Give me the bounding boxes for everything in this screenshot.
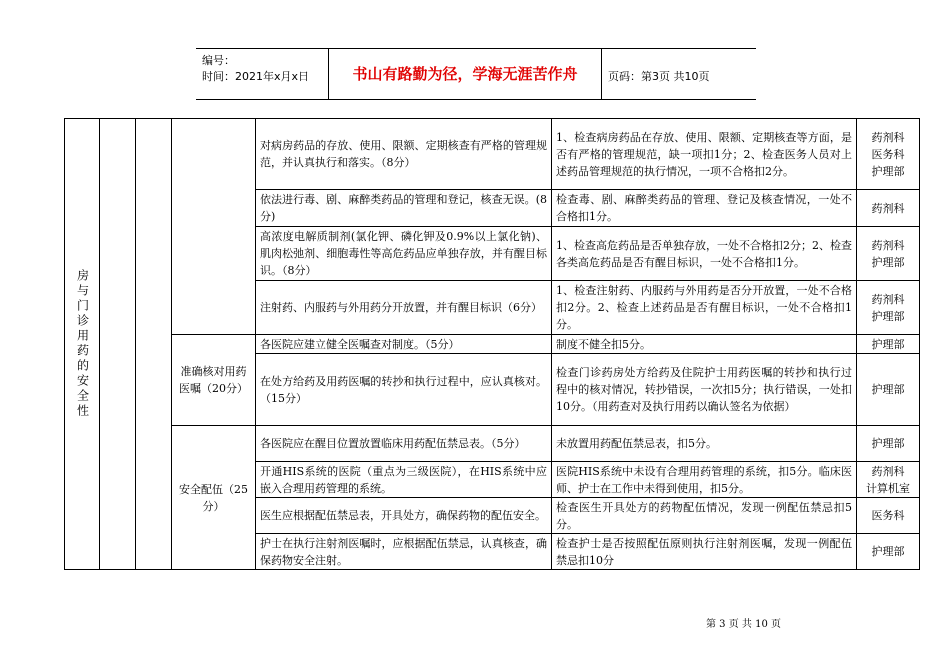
check-cell: 检查毒、剧、麻醉类药品的管理、登记及核查情况，一处不合格扣1分。 [552, 190, 857, 227]
check-cell: 检查医生开具处方的药物配伍情况，发现一例配伍禁忌扣5分。 [552, 498, 857, 534]
dept-cell: 医务科 [857, 498, 920, 534]
standard-cell: 各医院应建立健全医嘱查对制度。（5分） [256, 335, 552, 354]
section-cell [172, 119, 256, 335]
section-cell: 安全配伍（25分） [172, 426, 256, 570]
check-cell: 1、检查注射药、内服药与外用药是否分开放置，一处不合格扣2分。2、检查上述药品是否有醒目标识，一处不合格扣1分。 [552, 281, 857, 335]
check-cell: 检查门诊药房处方给药及住院护士用药医嘱的转抄和执行过程中的核对情况，转抄错误，一次扣5分；执行错误，一处扣10分。（用药查对及执行用药以确认签名为依据） [552, 354, 857, 426]
page-header [196, 48, 756, 100]
standard-cell: 对病房药品的存放、使用、限额、定期核查有严格的管理规范，并认真执行和落实。（8分） [256, 119, 552, 190]
check-cell: 1、检查病房药品在存放、使用、限额、定期核查等方面，是否有严格的管理规范，缺一项扣1分；2、检查医务人员对上述药品管理规范的执行情况，一项不合格扣2分。 [552, 119, 857, 190]
dept-cell: 护理部 [857, 335, 920, 354]
standard-cell: 在处方给药及用药医嘱的转抄和执行过程中，应认真核对。（15分） [256, 354, 552, 426]
dept-cell: 护理部 [857, 426, 920, 462]
header-motto-cell [329, 49, 602, 99]
check-cell: 未放置用药配伍禁忌表，扣5分。 [552, 426, 857, 462]
standard-cell: 开通HIS系统的医院（重点为三级医院），在HIS系统中应嵌入合理用药管理的系统。 [256, 462, 552, 498]
assessment-table [64, 118, 920, 570]
standard-cell: 护士在执行注射剂医嘱时，应根据配伍禁忌，认真核查，确保药物安全注射。 [256, 534, 552, 570]
check-cell: 检查护士是否按照配伍原则执行注射剂医嘱，发现一例配伍禁忌扣10分 [552, 534, 857, 570]
page-footer: 第 3 页 共 10 页 [706, 619, 781, 630]
category-cell: 房与门诊用药的安全性 [65, 119, 100, 570]
dept-cell: 药剂科 护理部 [857, 227, 920, 281]
dept-cell: 药剂科 护理部 [857, 281, 920, 335]
document-number-label: 编号： [202, 54, 235, 67]
check-cell: 制度不健全扣5分。 [552, 335, 857, 354]
standard-cell: 医生应根据配伍禁忌表，开具处方，确保药物的配伍安全。 [256, 498, 552, 534]
dept-cell: 药剂科 [857, 190, 920, 227]
standard-cell: 依法进行毒、剧、麻醉类药品的管理和登记，核查无误。(8分) [256, 190, 552, 227]
header-info [196, 49, 329, 99]
standard-cell: 各医院应在醒目位置放置临床用药配伍禁忌表。（5分） [256, 426, 552, 462]
dept-cell: 药剂科 计算机室 [857, 462, 920, 498]
dept-cell: 护理部 [857, 534, 920, 570]
header-motto: 书山有路勤为径，学海无涯苦作舟 [352, 65, 578, 83]
check-cell: 1、检查高危药品是否单独存放，一处不合格扣2分；2、检查各类高危药品是否有醒目标识，一处不合格扣1分。 [552, 227, 857, 281]
blank-column-cell [136, 119, 172, 570]
dept-cell: 药剂科 医务科 护理部 [857, 119, 920, 190]
check-cell: 医院HIS系统中未设有合理用药管理的系统，扣5分。临床医师、护士在工作中未得到使用，扣5分。 [552, 462, 857, 498]
section-cell: 准确核对用药医嘱（20分） [172, 335, 256, 426]
dept-cell: 护理部 [857, 354, 920, 426]
header-page-cell [602, 49, 756, 99]
table-row [65, 335, 920, 354]
standard-cell: 高浓度电解质制剂(氯化钾、磷化钾及0.9%以上氯化钠)、肌肉松弛剂、细胞毒性等高危药品应单独存放，并有醒目标识。（8分） [256, 227, 552, 281]
header-page-label: 页码：第3页 共10页 [608, 70, 710, 83]
table-row [65, 119, 920, 190]
blank-column-cell [100, 119, 136, 570]
document-time-label: 时间：2021年x月x日 [202, 70, 310, 83]
table-row [65, 426, 920, 462]
standard-cell: 注射药、内服药与外用药分开放置，并有醒目标识（6分） [256, 281, 552, 335]
